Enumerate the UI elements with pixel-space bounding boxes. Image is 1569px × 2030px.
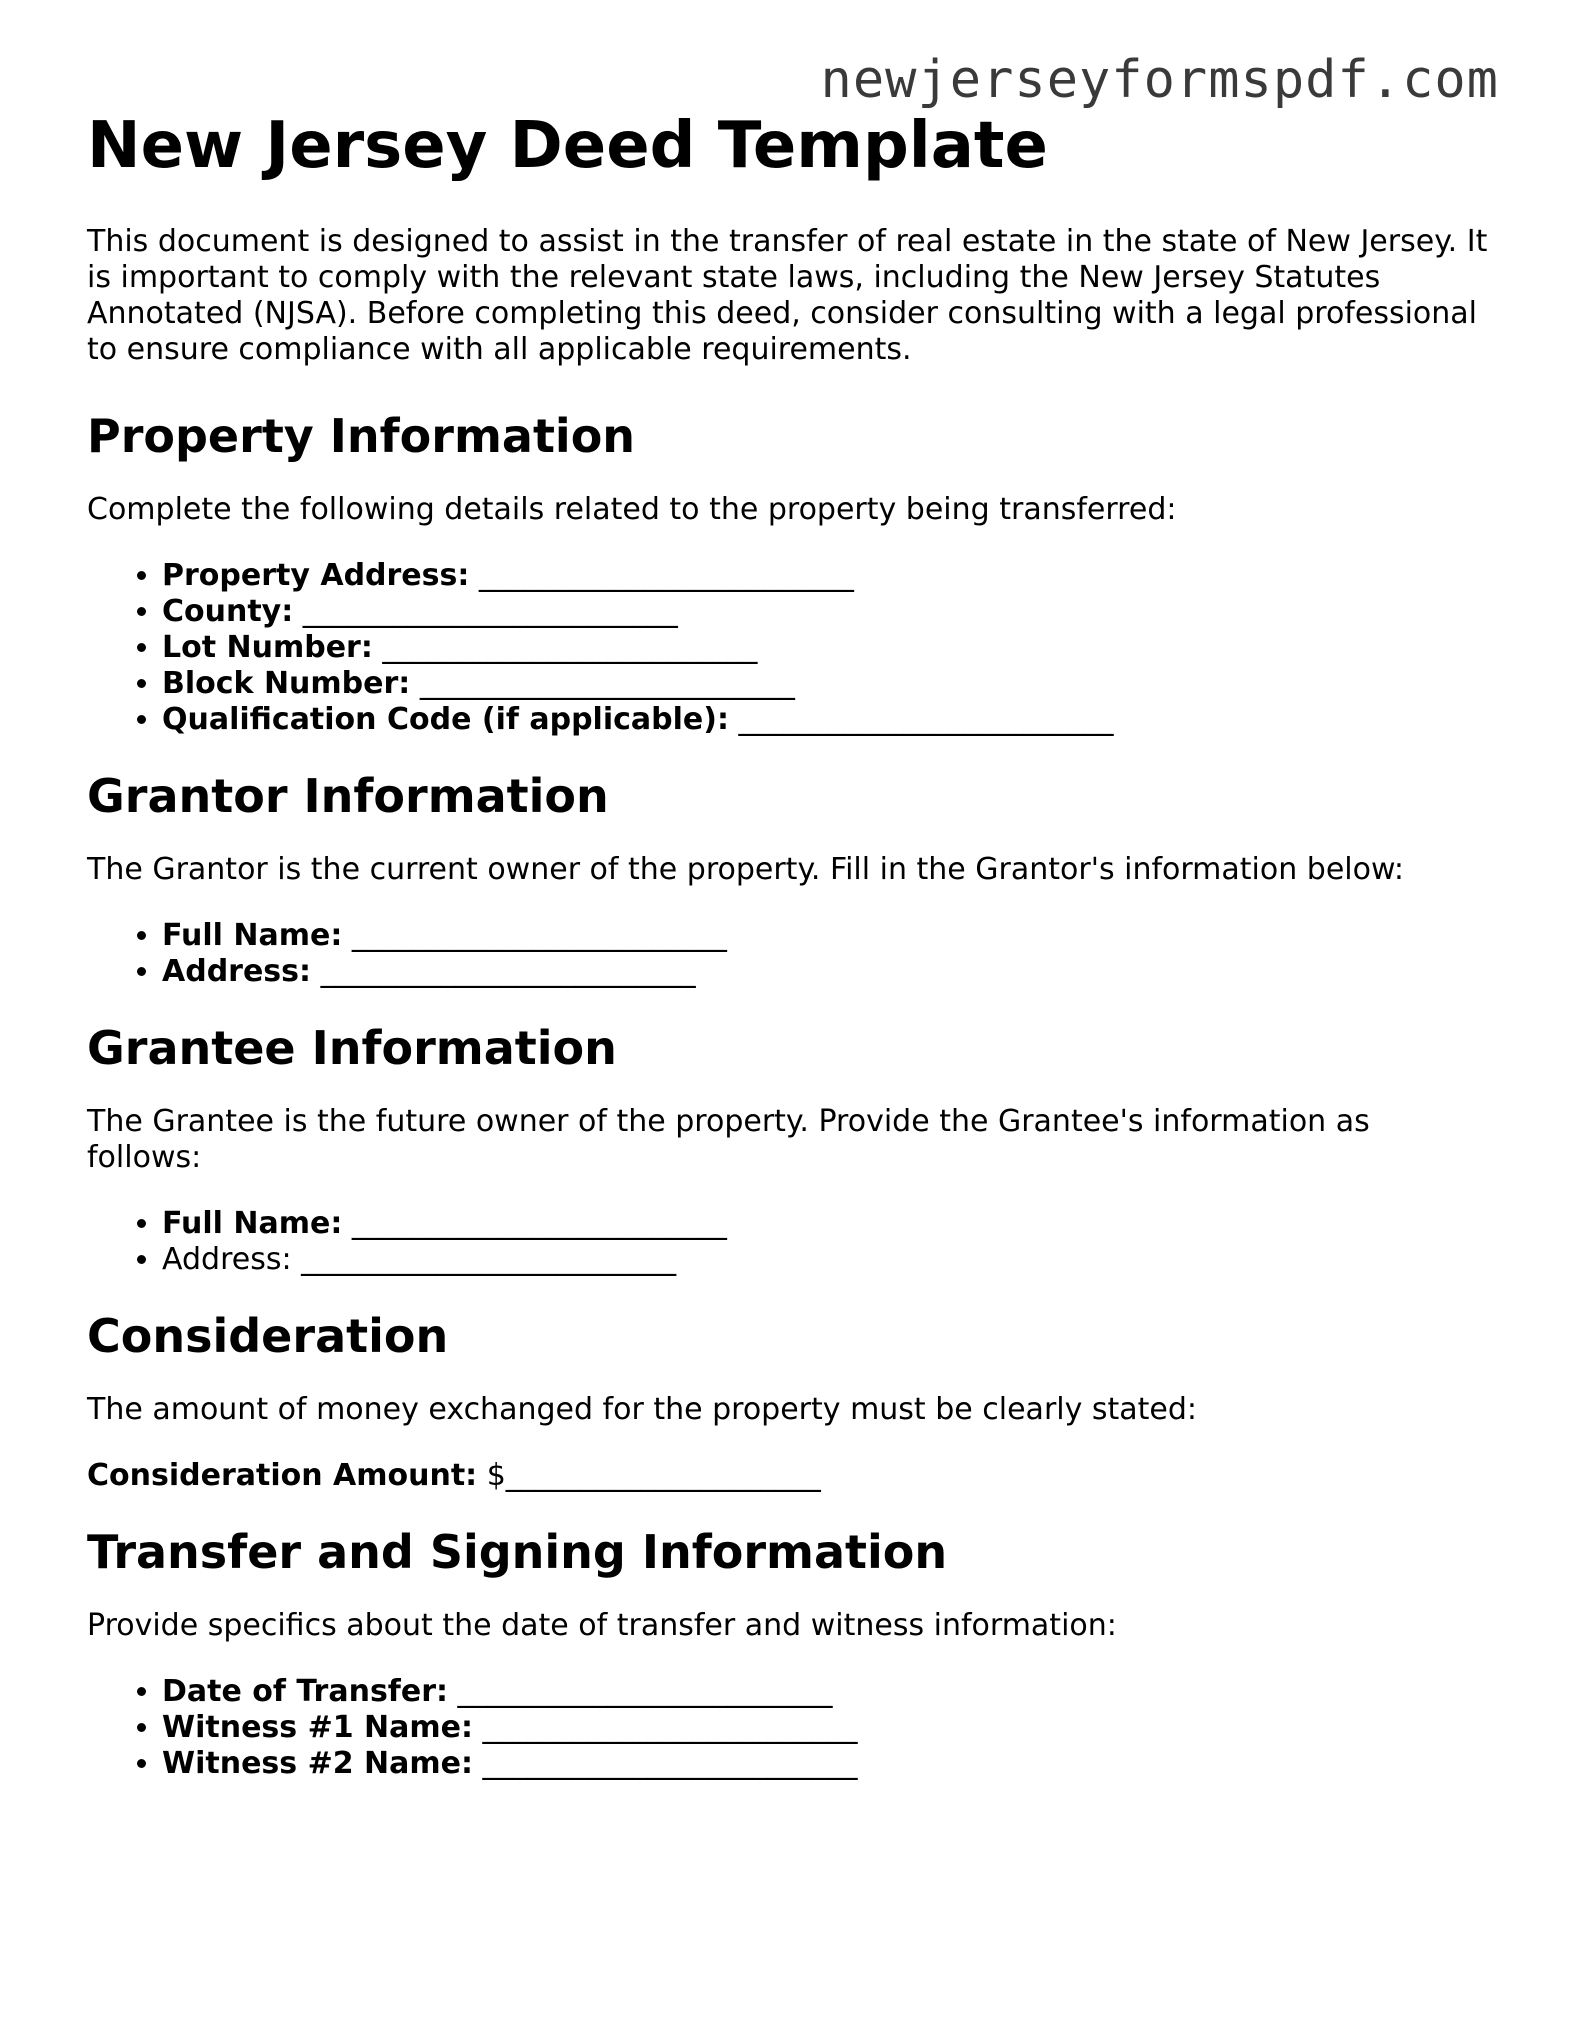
fill-in-blank[interactable]: _________________________	[351, 1206, 727, 1241]
county-field	[162, 594, 1487, 630]
transfer-heading: Transfer and Signing Information	[87, 1525, 948, 1579]
site-watermark: newjerseyformspdf.com	[820, 50, 1499, 110]
grantee-field-list	[87, 1206, 1487, 1278]
consideration-section	[87, 1306, 1487, 1494]
field-label: Witness #1 Name:	[162, 1710, 473, 1745]
field-label: Address:	[162, 1242, 292, 1277]
property-section	[87, 406, 1487, 738]
field-label: Block Number:	[162, 666, 411, 701]
grantee-heading: Grantee Information	[87, 1021, 617, 1075]
grantee-address-field	[162, 1242, 1487, 1278]
consideration-amount-field	[87, 1458, 1487, 1494]
grantor-address-field	[162, 954, 1487, 990]
fill-in-blank[interactable]: _________________________	[478, 558, 854, 593]
consideration-heading: Consideration	[87, 1309, 449, 1363]
witness-1-name-field	[162, 1710, 1487, 1746]
document-page	[87, 106, 1487, 1782]
fill-in-blank[interactable]: _________________________	[320, 954, 696, 989]
property-address-field	[162, 558, 1487, 594]
fill-in-blank[interactable]: _________________________	[482, 1746, 858, 1781]
field-label: Qualification Code (if applicable):	[162, 702, 729, 737]
fill-in-blank[interactable]: _________________________	[382, 630, 758, 665]
field-label: County:	[162, 594, 294, 629]
qualification-code-field	[162, 702, 1487, 738]
field-label: Consideration Amount:	[87, 1458, 478, 1493]
grantee-section	[87, 1018, 1487, 1278]
fill-in-blank[interactable]: _________________________	[301, 1242, 677, 1277]
grantor-full-name-field	[162, 918, 1487, 954]
field-label: Witness #2 Name:	[162, 1746, 473, 1781]
grantee-instruction: The Grantee is the future owner of the property. Provide the Grantee's information as follows:	[87, 1104, 1370, 1175]
field-label: Lot Number:	[162, 630, 373, 665]
page-title: New Jersey Deed Template	[87, 109, 1048, 183]
grantor-instruction: The Grantor is the current owner of the property. Fill in the Grantor's information below:	[87, 852, 1404, 887]
block-number-field	[162, 666, 1487, 702]
field-label: Address:	[162, 954, 312, 989]
field-label: Date of Transfer:	[162, 1674, 448, 1709]
fill-in-blank[interactable]: _________________________	[351, 918, 727, 953]
property-instruction: Complete the following details related to the property being transferred:	[87, 492, 1177, 527]
grantee-full-name-field	[162, 1206, 1487, 1242]
fill-in-blank[interactable]: _________________________	[419, 666, 795, 701]
grantor-section	[87, 766, 1487, 990]
witness-2-name-field	[162, 1746, 1487, 1782]
fill-in-blank[interactable]: _________________________	[482, 1710, 858, 1745]
transfer-section	[87, 1522, 1487, 1782]
transfer-field-list	[87, 1674, 1487, 1782]
transfer-instruction: Provide specifics about the date of transfer and witness information:	[87, 1608, 1117, 1643]
field-label: Full Name:	[162, 918, 343, 953]
property-heading: Property Information	[87, 409, 636, 463]
fill-in-blank[interactable]: _________________________	[738, 702, 1114, 737]
intro-paragraph: This document is designed to assist in the transfer of real estate in the state of New Jersey. It is important to comply with the relevant state laws, including the New Jersey Statutes Annotated (NJSA). Before completing this deed, consider consulting with a legal professional to ensure compliance with all applicable requirements.	[87, 224, 1488, 367]
consideration-instruction: The amount of money exchanged for the property must be clearly stated:	[87, 1392, 1198, 1427]
date-of-transfer-field	[162, 1674, 1487, 1710]
property-field-list	[87, 558, 1487, 738]
amount-blank[interactable]: $_____________________	[486, 1458, 821, 1493]
lot-number-field	[162, 630, 1487, 666]
grantor-heading: Grantor Information	[87, 769, 609, 823]
fill-in-blank[interactable]: _________________________	[457, 1674, 833, 1709]
field-label: Property Address:	[162, 558, 470, 593]
fill-in-blank[interactable]: _________________________	[302, 594, 678, 629]
grantor-field-list	[87, 918, 1487, 990]
field-label: Full Name:	[162, 1206, 343, 1241]
